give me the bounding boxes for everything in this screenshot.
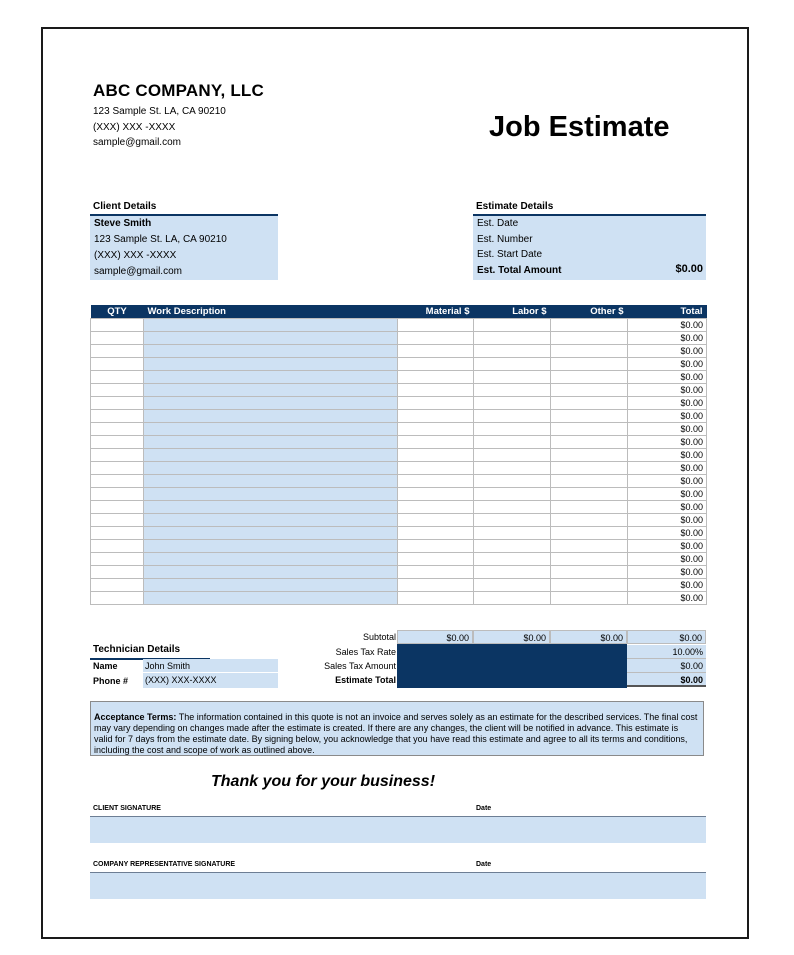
client-address[interactable]: 123 Sample St. LA, CA 90210: [94, 234, 227, 245]
other-cell[interactable]: [551, 592, 628, 605]
other-cell[interactable]: [551, 514, 628, 527]
other-cell[interactable]: [551, 475, 628, 488]
total-cell: $0.00: [628, 527, 707, 540]
labor-cell[interactable]: [474, 384, 551, 397]
tax-rate-label: Sales Tax Rate: [335, 647, 396, 657]
other-cell[interactable]: [551, 553, 628, 566]
labor-header: Labor $: [474, 305, 551, 319]
material-cell[interactable]: [398, 488, 474, 501]
description-cell[interactable]: [144, 371, 398, 384]
table-row: [91, 358, 707, 371]
labor-cell[interactable]: [474, 475, 551, 488]
total-cell: $0.00: [628, 371, 707, 384]
qty-cell[interactable]: [91, 423, 144, 436]
estimate-total-row-label: Estimate Total: [335, 675, 396, 685]
table-row: [91, 475, 707, 488]
material-cell[interactable]: [398, 410, 474, 423]
material-cell[interactable]: [398, 384, 474, 397]
labor-cell[interactable]: [474, 319, 551, 332]
rep-date-label: Date: [476, 861, 492, 868]
table-row: [91, 436, 707, 449]
material-cell[interactable]: [398, 449, 474, 462]
material-cell[interactable]: [398, 592, 474, 605]
table-row: [91, 397, 707, 410]
total-cell: $0.00: [628, 436, 707, 449]
summary-navy-block: [397, 644, 627, 688]
qty-cell[interactable]: [91, 358, 144, 371]
qty-cell[interactable]: [91, 332, 144, 345]
estimate-total-label: Est. Total Amount: [477, 265, 562, 276]
material-cell[interactable]: [398, 579, 474, 592]
table-row: [91, 371, 707, 384]
other-cell[interactable]: [551, 488, 628, 501]
material-cell[interactable]: [398, 501, 474, 514]
qty-cell[interactable]: [91, 384, 144, 397]
table-row: [91, 449, 707, 462]
material-cell[interactable]: [398, 566, 474, 579]
tax-rate-value[interactable]: 10.00%: [627, 645, 706, 659]
technician-phone-value[interactable]: (XXX) XXX-XXXX: [143, 673, 278, 688]
material-cell[interactable]: [398, 475, 474, 488]
labor-cell[interactable]: [474, 501, 551, 514]
material-cell[interactable]: [398, 332, 474, 345]
material-cell[interactable]: [398, 371, 474, 384]
table-row: [91, 384, 707, 397]
description-cell[interactable]: [144, 592, 398, 605]
labor-cell[interactable]: [474, 592, 551, 605]
qty-cell[interactable]: [91, 319, 144, 332]
total-cell: $0.00: [628, 475, 707, 488]
material-cell[interactable]: [398, 514, 474, 527]
tax-amount-value: $0.00: [627, 659, 706, 673]
subtotal-total: $0.00: [627, 630, 706, 644]
qty-cell[interactable]: [91, 566, 144, 579]
qty-cell[interactable]: [91, 592, 144, 605]
description-cell[interactable]: [144, 449, 398, 462]
technician-name-label: Name: [93, 661, 118, 671]
client-name[interactable]: Steve Smith: [94, 218, 152, 229]
estimate-total-row-value: $0.00: [627, 673, 706, 687]
client-signature-label: CLIENT SIGNATURE: [93, 805, 161, 812]
other-cell[interactable]: [551, 319, 628, 332]
description-cell[interactable]: [144, 319, 398, 332]
total-cell: $0.00: [628, 514, 707, 527]
total-cell: $0.00: [628, 566, 707, 579]
description-cell[interactable]: [144, 462, 398, 475]
client-details-heading: Client Details: [93, 201, 157, 212]
description-cell[interactable]: [144, 540, 398, 553]
material-cell[interactable]: [398, 319, 474, 332]
qty-cell[interactable]: [91, 514, 144, 527]
subtotal-material: $0.00: [397, 630, 473, 644]
technician-phone-label: Phone #: [93, 676, 129, 686]
total-cell: $0.00: [628, 501, 707, 514]
table-row: [91, 332, 707, 345]
company-phone: (XXX) XXX -XXXX: [93, 122, 176, 133]
material-cell[interactable]: [398, 462, 474, 475]
table-row: [91, 423, 707, 436]
material-cell[interactable]: [398, 423, 474, 436]
technician-name-value[interactable]: John Smith: [143, 659, 278, 673]
tax-amount-label: Sales Tax Amount: [324, 661, 396, 671]
table-row: [91, 527, 707, 540]
table-row: [91, 592, 707, 605]
table-row: [91, 462, 707, 475]
qty-cell[interactable]: [91, 462, 144, 475]
estimate-start-label: Est. Start Date: [477, 249, 543, 260]
labor-cell[interactable]: [474, 436, 551, 449]
estimate-page: [41, 27, 749, 939]
other-cell[interactable]: [551, 371, 628, 384]
table-row: [91, 579, 707, 592]
total-cell: $0.00: [628, 462, 707, 475]
material-cell[interactable]: [398, 553, 474, 566]
estimate-date-label: Est. Date: [477, 218, 519, 229]
total-cell: $0.00: [628, 488, 707, 501]
description-cell[interactable]: [144, 488, 398, 501]
table-row: [91, 501, 707, 514]
description-cell[interactable]: [144, 397, 398, 410]
company-name: ABC COMPANY, LLC: [93, 81, 264, 100]
client-email[interactable]: sample@gmail.com: [94, 266, 182, 277]
qty-cell[interactable]: [91, 527, 144, 540]
labor-cell[interactable]: [474, 449, 551, 462]
labor-cell[interactable]: [474, 540, 551, 553]
qty-cell[interactable]: [91, 579, 144, 592]
estimate-total-value: $0.00: [675, 263, 703, 275]
table-row: [91, 540, 707, 553]
qty-header: QTY: [91, 305, 144, 319]
labor-cell[interactable]: [474, 345, 551, 358]
qty-cell[interactable]: [91, 540, 144, 553]
table-row: [91, 488, 707, 501]
description-cell[interactable]: [144, 345, 398, 358]
other-cell[interactable]: [551, 384, 628, 397]
labor-cell[interactable]: [474, 410, 551, 423]
description-cell[interactable]: [144, 410, 398, 423]
other-cell[interactable]: [551, 436, 628, 449]
labor-cell[interactable]: [474, 488, 551, 501]
total-cell: $0.00: [628, 410, 707, 423]
labor-cell[interactable]: [474, 527, 551, 540]
other-cell[interactable]: [551, 540, 628, 553]
company-email: sample@gmail.com: [93, 137, 181, 148]
description-cell[interactable]: [144, 384, 398, 397]
other-cell[interactable]: [551, 423, 628, 436]
document-title: Job Estimate: [489, 111, 670, 143]
qty-cell[interactable]: [91, 371, 144, 384]
other-cell[interactable]: [551, 332, 628, 345]
other-cell[interactable]: [551, 527, 628, 540]
material-cell[interactable]: [398, 397, 474, 410]
table-row: [91, 566, 707, 579]
material-cell[interactable]: [398, 345, 474, 358]
subtotal-other: $0.00: [550, 630, 627, 644]
technician-details-heading: Technician Details: [93, 644, 181, 655]
qty-cell[interactable]: [91, 488, 144, 501]
other-cell[interactable]: [551, 345, 628, 358]
subtotal-label: Subtotal: [362, 632, 396, 642]
material-cell[interactable]: [398, 358, 474, 371]
total-cell: $0.00: [628, 358, 707, 371]
table-row: [91, 553, 707, 566]
total-cell: $0.00: [628, 345, 707, 358]
labor-cell[interactable]: [474, 514, 551, 527]
description-cell[interactable]: [144, 579, 398, 592]
total-cell: $0.00: [628, 579, 707, 592]
labor-cell[interactable]: [474, 462, 551, 475]
material-cell[interactable]: [398, 540, 474, 553]
material-cell[interactable]: [398, 436, 474, 449]
other-cell[interactable]: [551, 358, 628, 371]
rep-signature-field[interactable]: [90, 872, 706, 899]
other-cell[interactable]: [551, 462, 628, 475]
other-header: Other $: [551, 305, 628, 319]
total-cell: $0.00: [628, 319, 707, 332]
table-row: [91, 410, 707, 423]
qty-cell[interactable]: [91, 553, 144, 566]
labor-cell[interactable]: [474, 397, 551, 410]
labor-cell[interactable]: [474, 358, 551, 371]
description-cell[interactable]: [144, 332, 398, 345]
acceptance-terms-label: Acceptance Terms:: [94, 712, 177, 722]
description-cell[interactable]: [144, 566, 398, 579]
total-cell: $0.00: [628, 423, 707, 436]
qty-cell[interactable]: [91, 345, 144, 358]
total-cell: $0.00: [628, 384, 707, 397]
description-cell[interactable]: [144, 475, 398, 488]
labor-cell[interactable]: [474, 371, 551, 384]
description-cell[interactable]: [144, 423, 398, 436]
qty-cell[interactable]: [91, 475, 144, 488]
rep-signature-label: COMPANY REPRESENTATIVE SIGNATURE: [93, 861, 236, 868]
other-cell[interactable]: [551, 449, 628, 462]
description-cell[interactable]: [144, 527, 398, 540]
total-header: Total: [628, 305, 707, 319]
description-cell[interactable]: [144, 514, 398, 527]
total-cell: $0.00: [628, 553, 707, 566]
client-signature-field[interactable]: [90, 816, 706, 843]
client-date-label: Date: [476, 805, 492, 812]
description-cell[interactable]: [144, 553, 398, 566]
total-cell: $0.00: [628, 332, 707, 345]
estimate-number-label: Est. Number: [477, 234, 533, 245]
description-cell[interactable]: [144, 501, 398, 514]
labor-cell[interactable]: [474, 553, 551, 566]
labor-cell[interactable]: [474, 423, 551, 436]
other-cell[interactable]: [551, 579, 628, 592]
labor-cell[interactable]: [474, 332, 551, 345]
total-cell: $0.00: [628, 397, 707, 410]
table-row: [91, 345, 707, 358]
other-cell[interactable]: [551, 397, 628, 410]
qty-cell[interactable]: [91, 436, 144, 449]
total-cell: $0.00: [628, 592, 707, 605]
other-cell[interactable]: [551, 410, 628, 423]
description-header: Work Description: [144, 305, 398, 319]
table-header-row: [91, 305, 707, 319]
client-phone[interactable]: (XXX) XXX -XXXX: [94, 250, 177, 261]
description-cell[interactable]: [144, 436, 398, 449]
other-cell[interactable]: [551, 566, 628, 579]
labor-cell[interactable]: [474, 579, 551, 592]
company-address: 123 Sample St. LA, CA 90210: [93, 106, 226, 117]
other-cell[interactable]: [551, 501, 628, 514]
total-cell: $0.00: [628, 449, 707, 462]
description-cell[interactable]: [144, 358, 398, 371]
estimate-details-heading: Estimate Details: [476, 201, 554, 212]
material-cell[interactable]: [398, 527, 474, 540]
subtotal-labor: $0.00: [473, 630, 550, 644]
qty-cell[interactable]: [91, 501, 144, 514]
table-row: [91, 319, 707, 332]
qty-cell[interactable]: [91, 449, 144, 462]
line-items-table: [90, 305, 707, 605]
acceptance-terms-text: The information contained in this quote is not an invoice and serves solely as an estimate for the described services. The final cost may vary depending on changes made after the estimate is created. If there are any changes, the client will be notified in advance. This estimate is valid for 7 days from the estimate date. By signing below, you acknowledge that you have read this estimate and agree to all its terms and conditions, including the cost and scope of work as outlined above.: [94, 712, 698, 755]
qty-cell[interactable]: [91, 410, 144, 423]
labor-cell[interactable]: [474, 566, 551, 579]
total-cell: $0.00: [628, 540, 707, 553]
table-row: [91, 514, 707, 527]
qty-cell[interactable]: [91, 397, 144, 410]
acceptance-terms-box: [90, 701, 704, 756]
thank-you-message: Thank you for your business!: [211, 773, 436, 790]
material-header: Material $: [398, 305, 474, 319]
